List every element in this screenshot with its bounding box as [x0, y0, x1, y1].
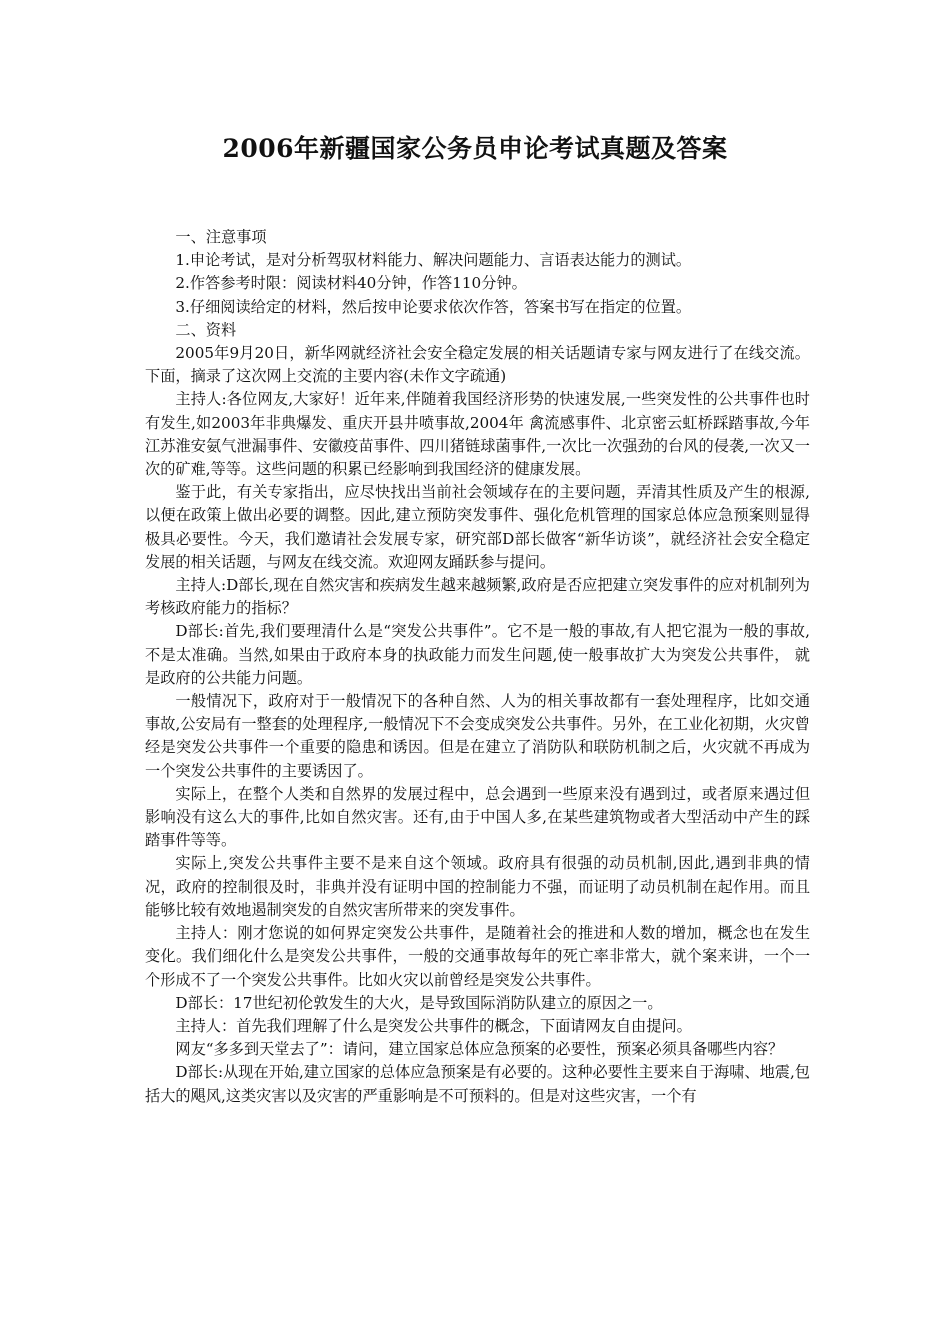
paragraph: 鉴于此，有关专家指出，应尽快找出当前社会领域存在的主要问题，弄清其性质及产生的根源,以便在政策上做出必要的调整。因此,建立预防突发事件、强化危机管理的国家总体应急预案则显得极具必要性。今天，我们邀请社会发展专家，研究部D部长做客“新华访谈”，就经济社会安全稳定发展的相关话题，与网友在线交流。欢迎网友踊跃参与提问。	[145, 483, 810, 571]
paragraph: 一般情况下，政府对于一般情况下的各种自然、人为的相关事故都有一套处理程序，比如交通事故,公安局有一整套的处理程序,一般情况下不会变成突发公共事件。另外，在工业化初期，火灾曾经是突发公共事件一个重要的隐患和诱因。但是在建立了消防队和联防机制之后，火灾就不再成为一个突发公共事件的主要诱因了。	[145, 692, 810, 780]
paragraph: 实际上,突发公共事件主要不是来自这个领域。政府具有很强的动员机制,因此,遇到非典的情况，政府的控制很及时，非典并没有证明中国的控制能力不强，而证明了动员机制在起作用。而且能够比较有效地遏制突发的自然灾害所带来的突发事件。	[145, 854, 810, 919]
paragraph: 网友“多多到天堂去了”：请问，建立国家总体应急预案的必要性，预案必须具备哪些内容？	[175, 1040, 784, 1059]
paragraph: 2005年9月20日，新华网就经济社会安全稳定发展的相关话题请专家与网友进行了在线交流。下面，摘录了这次网上交流的主要内容(未作文字疏通)	[145, 344, 810, 386]
note-item-2: 2.作答参考时限：阅读材料40分钟，作答110分钟。	[175, 274, 527, 293]
paragraph: 主持人：刚才您说的如何界定突发公共事件，是随着社会的推进和人数的增加，概念也在发生变化。我们细化什么是突发公共事件，一般的交通事故每年的死亡率非常大，就个案来讲，一个一个形成不了一个突发公共事件。比如火灾以前曾经是突发公共事件。	[145, 924, 810, 989]
note-item-3: 3.仔细阅读给定的材料，然后按申论要求依次作答，答案书写在指定的位置。	[175, 297, 692, 316]
section-heading-materials: 二、资料	[175, 320, 237, 339]
paragraph: D部长:首先,我们要理清什么是“突发公共事件”。它不是一般的事故,有人把它混为一般的事故,不是太准确。当然,如果由于政府本身的执政能力而发生问题,使一般事故扩大为突发公共事件， 就是政府的公共能力问题。	[145, 622, 810, 687]
paragraph: 实际上，在整个人类和自然界的发展过程中，总会遇到一些原来没有遇到过，或者原来遇过但影响没有这么大的事件,比如自然灾害。还有,由于中国人多,在某些建筑物或者大型活动中产生的踩踏事件等等。	[145, 784, 810, 850]
paragraph: 主持人：首先我们理解了什么是突发公共事件的概念，下面请网友自由提问。	[175, 1016, 692, 1035]
note-item-1: 1.申论考试，是对分析驾驭材料能力、解决问题能力、言语表达能力的测试。	[175, 251, 692, 270]
section-heading-notes: 一、注意事项	[175, 228, 267, 246]
document-body	[145, 226, 810, 1108]
paragraph: 主持人:D部长,现在自然灾害和疾病发生越来越频繁,政府是否应把建立突发事件的应对机制列为考核政府能力的指标？	[145, 576, 810, 618]
paragraph: D部长:从现在开始,建立国家的总体应急预案是有必要的。这种必要性主要来自于海啸、地震,包括大的飓风,这类灾害以及灾害的严重影响是不可预料的。但是对这些灾害，一个有	[145, 1063, 810, 1105]
paragraph: 主持人:各位网友,大家好！近年来,伴随着我国经济形势的快速发展,一些突发性的公共事件也时有发生,如2003年非典爆发、重庆开县井喷事故,2004年 禽流感事件、北京密云虹桥踩踏事故,今年江苏淮安氨气泄漏事件、安徽疫苗事件、四川猪链球菌事件,一次比一次强劲的台风的侵袭,一次又一次的矿难,等等。这些问题的积累已经影响到我国经济的健康发展。	[145, 390, 810, 479]
document-title: 2006年新疆国家公务员申论考试真题及答案	[222, 134, 728, 163]
paragraph: D部长：17世纪初伦敦发生的大火，是导致国际消防队建立的原因之一。	[175, 993, 663, 1012]
